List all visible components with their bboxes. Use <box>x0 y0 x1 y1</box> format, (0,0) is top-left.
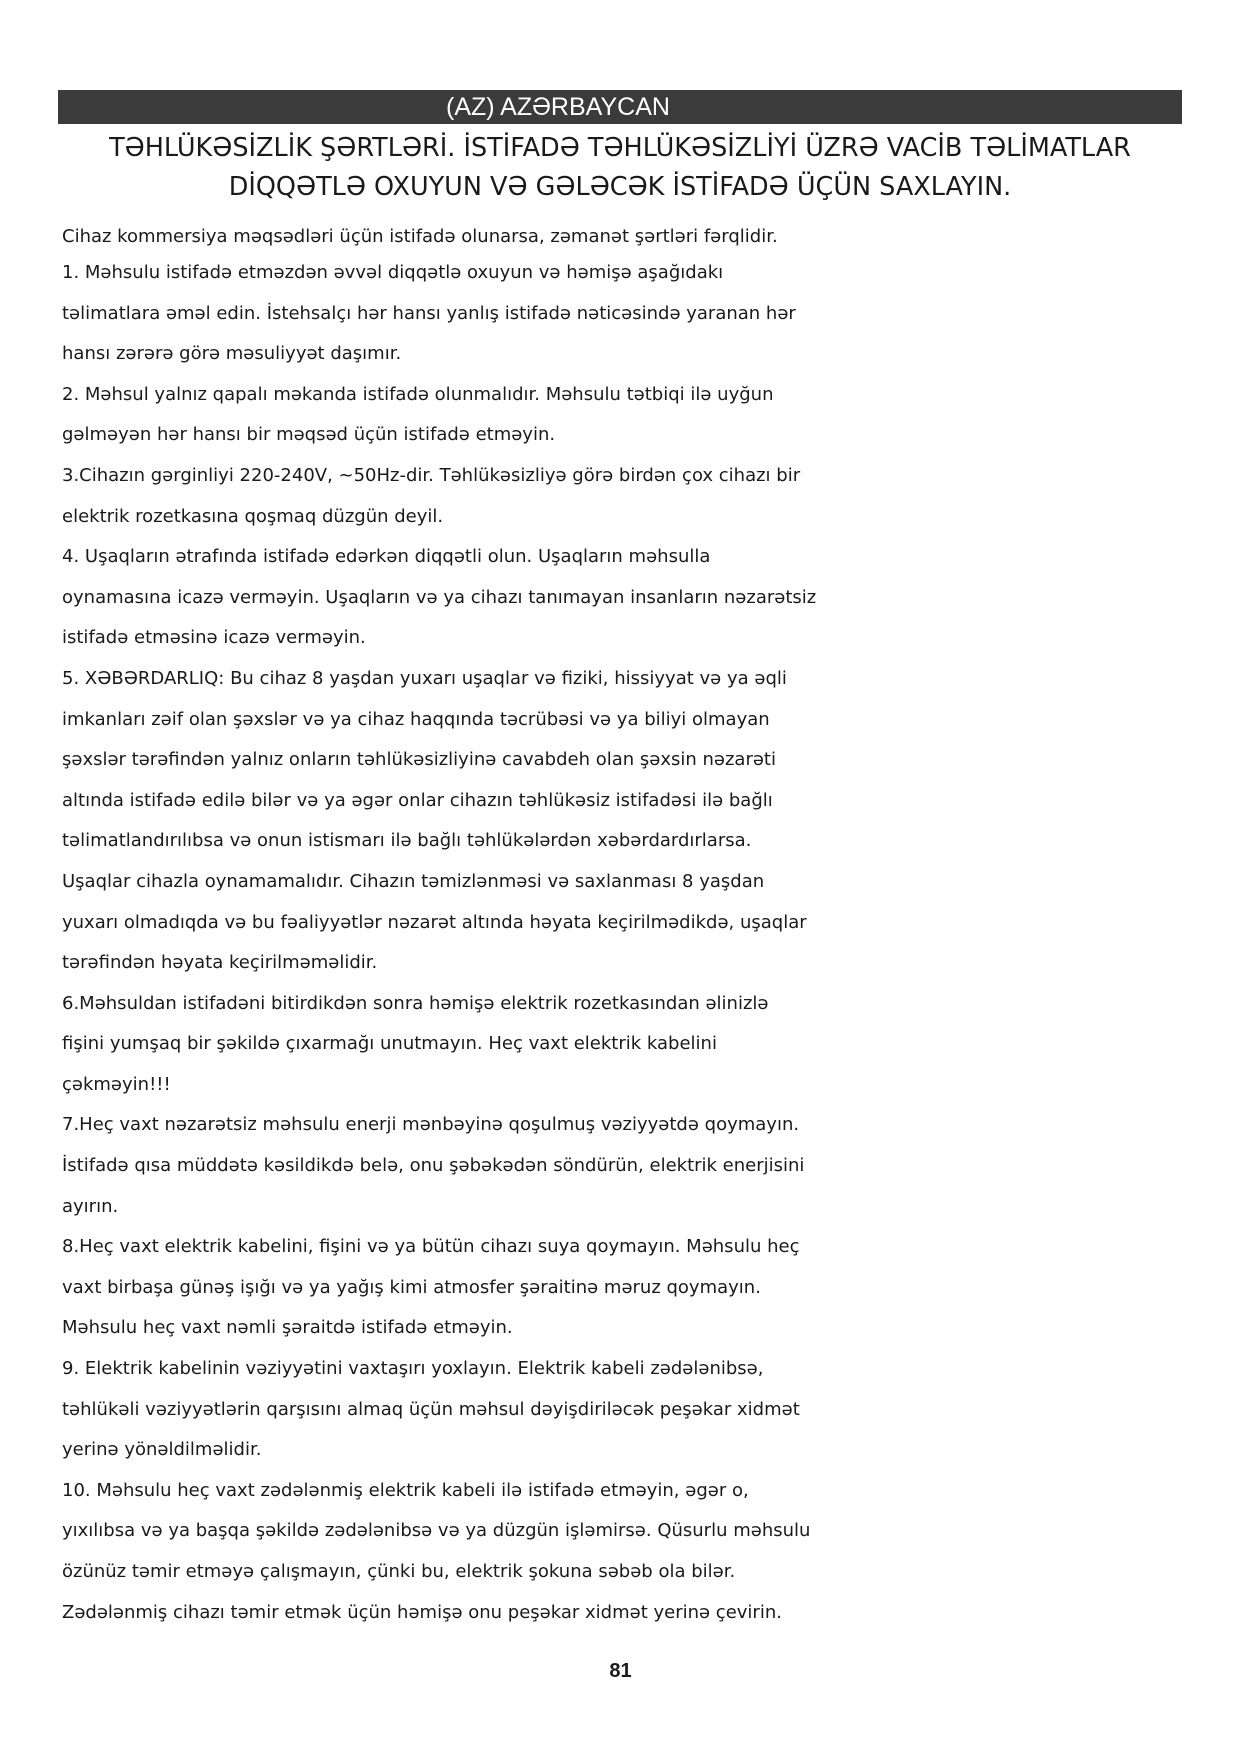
instruction-line: vaxt birbaşa günəş işığı və ya yağış kimi atmosfer şəraitinə məruz qoymayın. <box>62 1276 761 1298</box>
instruction-line: elektrik rozetkasına qoşmaq düzgün deyil. <box>62 505 444 527</box>
instruction-line: fişini yumşaq bir şəkildə çıxarmağı unutmayın. Heç vaxt elektrik kabelini <box>62 1033 717 1055</box>
instruction-line: 3.Cihazın gərginliyi 220-240V, ~50Hz-dir. Təhlükəsizliyə görə birdən çox cihazı bir <box>62 464 801 486</box>
instruction-line: Uşaqlar cihazla oynamamalıdır. Cihazın təmizlənməsi və saxlanması 8 yaşdan <box>62 870 765 892</box>
instruction-line: yıxılıbsa və ya başqa şəkildə zədələnibsə və ya düzgün işləmirsə. Qüsurlu məhsulu <box>62 1520 811 1542</box>
instruction-line: özünüz təmir etməyə çalışmayın, çünki bu, elektrik şokuna səbəb ola bilər. <box>62 1561 736 1582</box>
instruction-line: 4. Uşaqların ətrafında istifadə edərkən diqqətli olun. Uşaqların məhsulla <box>62 546 711 568</box>
instruction-line: 7.Heç vaxt nəzarətsiz məhsulu enerji mənbəyinə qoşulmuş vəziyyətdə qoymayın. <box>62 1114 800 1136</box>
instruction-line: İstifadə qısa müddətə kəsildikdə belə, onu şəbəkədən söndürün, elektrik enerjisini <box>62 1155 805 1177</box>
language-label: (AZ) AZƏRBAYCAN <box>446 93 670 121</box>
instruction-line: 9. Elektrik kabelinin vəziyyətini vaxtaşırı yoxlayın. Elektrik kabeli zədələnibsə, <box>62 1358 764 1380</box>
instruction-line: Zədələnmiş cihazı təmir etmək üçün həmişə onu peşəkar xidmət yerinə çevirin. <box>62 1601 782 1623</box>
instruction-line: istifadə etməsinə icazə verməyin. <box>62 627 366 649</box>
safety-title-line-2: DİQQƏTLƏ OXUYUN VƏ GƏLƏCƏK İSTİFADƏ ÜÇÜN SAXLAYIN. <box>228 172 1012 202</box>
instruction-line: 5. XƏBƏRDARLIQ: Bu cihaz 8 yaşdan yuxarı uşaqlar və fiziki, hissiyyat və ya əqli <box>62 667 787 689</box>
instruction-line: təlimatlandırılıbsa və onun istismarı ilə bağlı təhlükələrdən xəbərdardırlarsa. <box>62 830 752 852</box>
instruction-line: Məhsulu heç vaxt nəmli şəraitdə istifadə etməyin. <box>62 1317 513 1339</box>
instruction-line: 2. Məhsul yalnız qapalı məkanda istifadə olunmalıdır. Məhsulu tətbiqi ilə uyğun <box>62 383 774 405</box>
instruction-line: altında istifadə edilə bilər və ya əgər onlar cihazın təhlükəsiz istifadəsi ilə bağlı <box>62 789 773 811</box>
warranty-intro-text: Cihaz kommersiya məqsədləri üçün istifadə olunarsa, zəmanət şərtləri fərqlidir. <box>62 226 778 247</box>
instruction-line: 8.Heç vaxt elektrik kabelini, fişini və ya bütün cihazı suya qoymayın. Məhsulu heç <box>62 1236 800 1258</box>
instruction-line: tərəfindən həyata keçirilməməlidir. <box>62 952 378 974</box>
instruction-line: çəkməyin!!! <box>62 1073 171 1095</box>
instruction-line: yuxarı olmadıqda və bu fəaliyyətlər nəzarət altında həyata keçirilmədikdə, uşaqlar <box>62 911 807 933</box>
instruction-line: ayırın. <box>62 1195 119 1217</box>
language-header-bar <box>58 90 1182 124</box>
instruction-line: 10. Məhsulu heç vaxt zədələnmiş elektrik kabeli ilə istifadə etməyin, əgər o, <box>62 1479 749 1501</box>
instruction-line: imkanları zəif olan şəxslər və ya cihaz haqqında təcrübəsi və ya biliyi olmayan <box>62 708 770 730</box>
instruction-line: 6.Məhsuldan istifadəni bitirdikdən sonra həmişə elektrik rozetkasından əlinizlə <box>62 992 769 1014</box>
safety-instructions-body <box>62 253 1182 1633</box>
instruction-line: gəlməyən hər hansı bir məqsəd üçün istifadə etməyin. <box>62 424 556 446</box>
instruction-line: oynamasına icazə verməyin. Uşaqların və ya cihazı tanımayan insanların nəzarətsiz <box>62 586 817 608</box>
instruction-line: şəxslər tərəfindən yalnız onların təhlükəsizliyinə cavabdeh olan şəxsin nəzarəti <box>62 749 776 771</box>
instruction-line: təlimatlara əməl edin. İstehsalçı hər hansı yanlış istifadə nəticəsində yaranan hər <box>62 302 796 324</box>
instruction-line: təhlükəli vəziyyətlərin qarşısını almaq üçün məhsul dəyişdiriləcək peşəkar xidmət <box>62 1398 800 1420</box>
instruction-line: 1. Məhsulu istifadə etməzdən əvvəl diqqətlə oxuyun və həmişə aşağıdakı <box>62 262 724 283</box>
instruction-line: yerinə yönəldilməlidir. <box>62 1439 262 1461</box>
page-number: 81 <box>609 1660 632 1682</box>
instruction-line: hansı zərərə görə məsuliyyət daşımır. <box>62 343 402 365</box>
safety-title-line-1: TƏHLÜKƏSİZLİK ŞƏRTLƏRİ. İSTİFADƏ TƏHLÜKƏSİZLİYİ ÜZRƏ VACİB TƏLİMATLAR <box>109 133 1131 163</box>
